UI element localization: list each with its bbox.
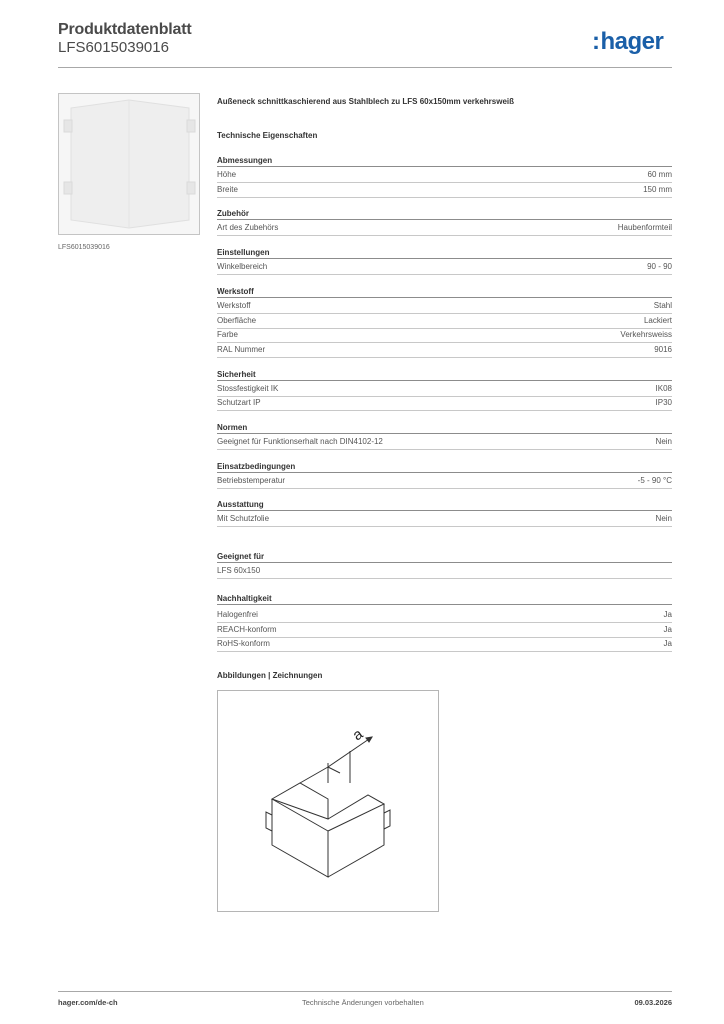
spec-value: -5 - 90 °C [637,475,672,485]
header-divider [58,67,672,68]
spec-row [217,314,672,329]
corner-drawing-svg [218,691,438,911]
spec-row [217,564,672,579]
spec-label: Stossfestigkeit IK [217,383,279,393]
spec-value: Lackiert [643,315,672,325]
spec-group-title: Einsatzbedingungen [217,460,672,473]
spec-group-title: Einstellungen [217,246,672,259]
spec-label: Höhe [217,170,237,179]
spec-row [217,435,672,450]
spec-row [217,382,672,397]
spec-value: Ja [663,609,672,619]
spec-value: IP30 [655,398,672,408]
spec-group-title: Normen [217,421,672,434]
spec-row [217,221,672,236]
spec-value: Stahl [653,300,672,310]
spec-row [217,260,672,275]
spec-label: Breite [217,184,238,194]
spec-group-title: Geeignet für [217,550,672,563]
spec-row [217,343,672,358]
footer-disclaimer: Technische Änderungen vorbehalten [302,998,424,1007]
spec-value: Haubenformteil [617,223,672,233]
spec-value: Nein [655,437,672,446]
spec-group-title: Werkstoff [217,285,672,298]
product-image [58,93,200,235]
spec-value: 150 mm [643,184,672,194]
hager-logo[interactable] [592,28,663,56]
spec-value: Verkehrsweiss [620,330,672,340]
spec-row [217,512,672,527]
spec-label: Schutzart IP [217,398,261,408]
product-description: Außeneck schnittkaschierend aus Stahlblech zu LFS 60x150mm verkehrsweiß [217,97,515,106]
spec-label: Halogenfrei [217,609,258,619]
spec-row [217,328,672,343]
spec-row [217,168,672,183]
product-image-caption: LFS6015039016 [58,244,110,251]
spec-row [217,183,672,198]
spec-label: Geeignet für Funktionserhalt nach DIN4102-12 [217,437,383,446]
spec-group-title: Zubehör [217,207,672,220]
dimension-label-a: a [349,725,367,745]
spec-label: Betriebstemperatur [217,475,286,485]
spec-label: Farbe [217,330,238,340]
logo-text: hager [600,28,664,55]
spec-label: Winkelbereich [217,262,268,272]
spec-label: Oberfläche [217,315,257,325]
spec-row [217,396,672,411]
spec-value: Ja [663,639,672,649]
product-photo-illustration [59,94,199,234]
spec-group-title: Abmessungen [217,154,672,167]
page-title: Produktdatenblatt [58,21,192,38]
spec-label: RAL Nummer [217,344,266,354]
spec-row [217,637,672,652]
spec-value: Nein [655,514,672,524]
spec-group-title: Nachhaltigkeit [217,592,672,605]
spec-label: Mit Schutzfolie [217,514,270,524]
spec-value: Ja [663,624,672,634]
logo-mark: : [592,28,600,55]
spec-value: 90 - 90 [647,262,672,272]
spec-value: 9016 [654,344,672,354]
spec-group-title: Sicherheit [217,368,672,381]
spec-row [217,299,672,314]
spec-row [217,474,672,489]
footer-date: 09.03.2026 [634,998,672,1007]
spec-value: 60 mm [647,170,672,179]
technical-drawing [217,690,439,912]
footer-divider [58,991,672,992]
technical-properties-heading: Technische Eigenschaften [217,131,318,140]
spec-label: Werkstoff [217,300,251,310]
spec-value: IK08 [655,383,672,393]
drawings-heading: Abbildungen | Zeichnungen [217,671,323,680]
spec-row [217,608,672,623]
product-code: LFS6015039016 [58,39,169,56]
spec-label: REACH-konform [217,624,277,634]
spec-row [217,623,672,638]
spec-label: Art des Zubehörs [217,223,279,233]
spec-group-title: Ausstattung [217,498,672,511]
spec-label: RoHS-konform [217,639,270,649]
spec-label: LFS 60x150 [217,566,261,576]
footer-website-link[interactable]: hager.com/de-ch [58,998,118,1007]
